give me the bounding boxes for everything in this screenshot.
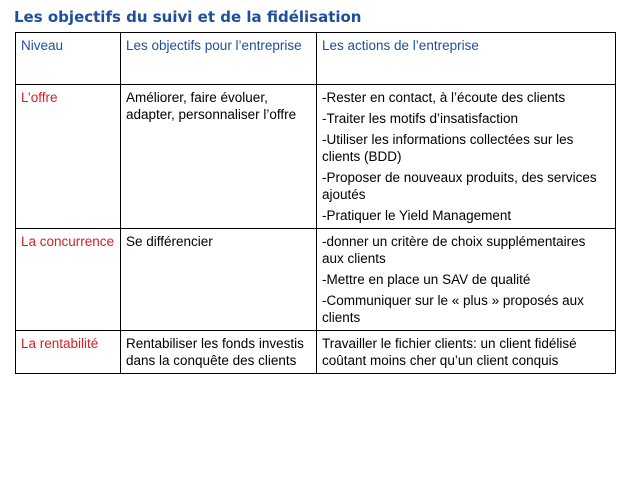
- row-objective: Rentabiliser les fonds investis dans la conquête des clients: [121, 331, 317, 374]
- action-item: -Utiliser les informations collectées sur les clients (BDD): [322, 132, 574, 164]
- action-item: -Mettre en place un SAV de qualité: [322, 272, 531, 287]
- row-level: La concurrence: [16, 229, 121, 331]
- row-objective: Se différencier: [121, 229, 317, 331]
- row-level: L’offre: [16, 85, 121, 229]
- objectives-table: [15, 32, 616, 374]
- table-row: [16, 331, 616, 374]
- action-item: Travailler le fichier clients: un client fidélisé coûtant moins cher qu’un client conquis: [322, 336, 577, 368]
- table-header-row: [16, 33, 616, 85]
- action-item: -donner un critère de choix supplémentaires aux clients: [322, 234, 586, 266]
- header-actions: Les actions de l’entreprise: [317, 33, 616, 85]
- action-item: -Communiquer sur le « plus » proposés aux clients: [322, 293, 584, 325]
- action-item: -Pratiquer le Yield Management: [322, 208, 512, 223]
- row-actions: [317, 331, 616, 374]
- action-item: -Traiter les motifs d’insatisfaction: [322, 111, 519, 126]
- page-title: Les objectifs du suivi et de la fidélisation: [14, 8, 362, 26]
- row-level: La rentabilité: [16, 331, 121, 374]
- table-row: [16, 85, 616, 229]
- table-row: [16, 229, 616, 331]
- row-objective: Améliorer, faire évoluer, adapter, personnaliser l’offre: [121, 85, 317, 229]
- header-niveau: Niveau: [16, 33, 121, 85]
- action-item: -Proposer de nouveaux produits, des services ajoutés: [322, 170, 597, 202]
- action-item: -Rester en contact, à l’écoute des clients: [322, 90, 566, 105]
- row-actions: [317, 85, 616, 229]
- header-objectifs: Les objectifs pour l’entreprise: [121, 33, 317, 85]
- row-actions: [317, 229, 616, 331]
